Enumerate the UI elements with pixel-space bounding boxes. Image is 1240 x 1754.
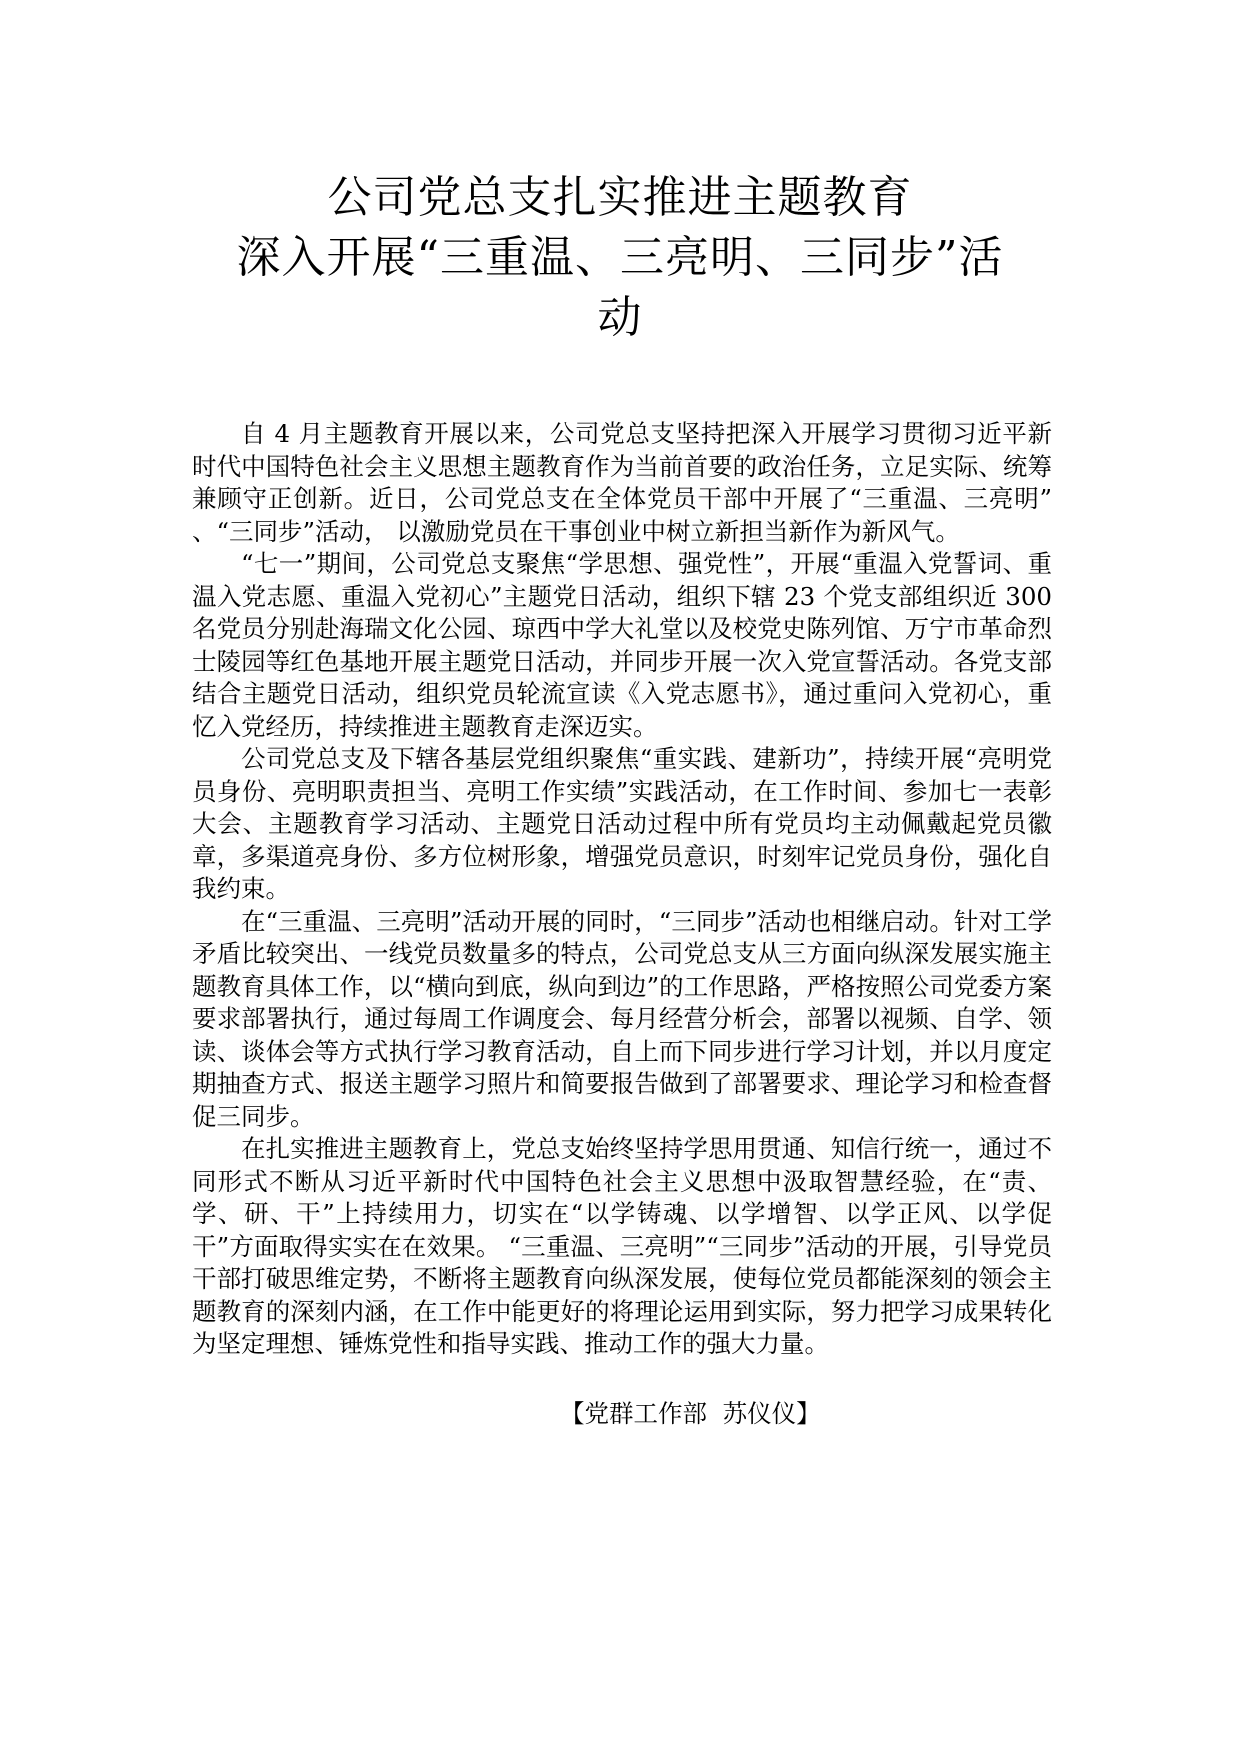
paragraph-1: 自 4 月主题教育开展以来，公司党总支坚持把深入开展学习贯彻习近平新时代中国特色社会主义思想主题教育作为当前首要的政治任务，立足实际、统筹兼顾守正创新。近日，公司党总支在全体党员干部中开展了“三重温、三亮明” 、“三同步”活动， 以激励党员在干事创业中树立新担当新作为新风气。 [192,419,1052,546]
document-title [150,168,1090,348]
title-line-3: 动 [597,292,643,343]
paragraph-3: 公司党总支及下辖各基层党组织聚焦“重实践、建新功”，持续开展“亮明党员身份、亮明职责担当、亮明工作实绩”实践活动，在工作时间、参加七一表彰大会、主题教育学习活动、主题党日活动过程中所有党员均主动佩戴起党员徽章，多渠道亮身份、多方位树形象，增强党员意识，时刻牢记党员身份，强化自我约束。 [192,744,1052,903]
title-line-1: 公司党总支扎实推进主题教育 [327,172,913,223]
paragraph-4: 在“三重温、三亮明”活动开展的同时，“三同步”活动也相继启动。针对工学矛盾比较突出、一线党员数量多的特点，公司党总支从三方面向纵深发展实施主题教育具体工作，以“横向到底，纵向到边”的工作思路，严格按照公司党委方案要求部署执行，通过每周工作调度会、每月经营分析会，部署以视频、自学、领读、谈体会等方式执行学习教育活动，自上而下同步进行学习计划，并以月度定期抽查方式、报送主题学习照片和简要报告做到了部署要求、理论学习和检查督促三同步。 [192,906,1052,1131]
author-signature: 【党群工作部 苏仪仪】 [560,1399,821,1428]
document-body [192,418,1052,1361]
paragraph-2: “七一”期间，公司党总支聚焦“学思想、强党性”，开展“重温入党誓词、重温入党志愿、重温入党初心”主题党日活动，组织下辖 23 个党支部组织近 300 名党员分别赴海瑞文化公园、琼西中学大礼堂以及校党史陈列馆、万宁市革命烈士陵园等红色基地开展主题党日活动，并同步开展一次入党宣誓活动。各党支部结合主题党日活动，组织党员轮流宣读《入党志愿书》，通过重问入党初心，重忆入党经历，持续推进主题教育走深迈实。 [192,549,1052,741]
paragraph-5: 在扎实推进主题教育上，党总支始终坚持学思用贯通、知信行统一，通过不同形式不断从习近平新时代中国特色社会主义思想中汲取智慧经验，在“责、学、研、干”上持续用力，切实在“以学铸魂、以学增智、以学正风、以学促干”方面取得实实在在效果。 “三重温、三亮明”“三同步”活动的开展，引导党员干部打破思维定势，不断将主题教育向纵深发展，使每位党员都能深刻的领会主题教育的深刻内涵，在工作中能更好的将理论运用到实际，努力把学习成果转化为坚定理想、锤炼党性和指导实践、推动工作的强大力量。 [192,1134,1052,1358]
title-line-2: 深入开展“三重温、三亮明、三同步”活 [236,232,1004,283]
